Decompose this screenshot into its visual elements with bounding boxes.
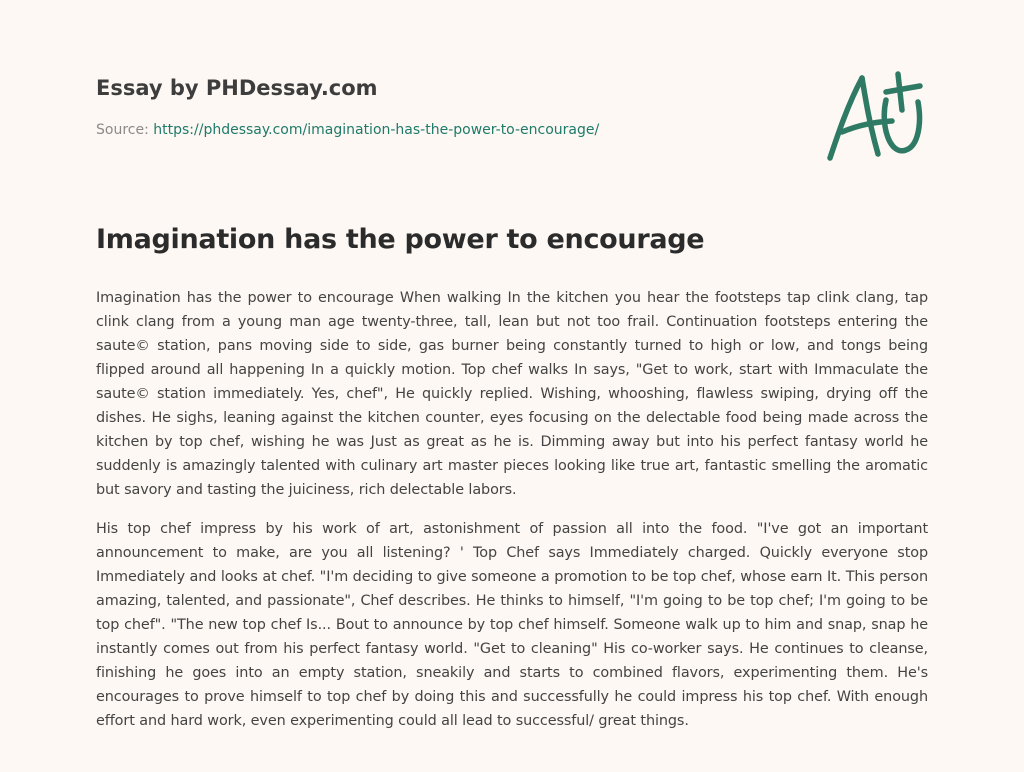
essay-title: Imagination has the power to encourage — [96, 224, 705, 255]
essay-paragraph: Imagination has the power to encourage When walking In the kitchen you hear the footsteps tap clink clang, tap clink clang from a young man age twenty-three, tall, lean but not too frail. Continuation footsteps entering the saute© station, pans moving side to side, gas burner being constantly turned to high or low, and tongs being flipped around all happening In a quickly motion. Top chef walks In says, "Get to work, start with Immaculate the saute© station immediately. Yes, chef", He quickly replied. Wishing, whooshing, flawless swiping, drying off the dishes. He sighs, leaning against the kitchen counter, eyes focusing on the delectable food being made across the kitchen by top chef, wishing he was Just as great as he is. Dimming away but into his perfect fantasy world he suddenly is amazingly talented with culinary art master pieces looking like true art, fantastic smelling the aromatic but savory and tasting the juiciness, rich delectable labors. — [96, 290, 928, 498]
source-label: Source: — [96, 122, 149, 138]
source-line — [96, 122, 796, 138]
essay-paragraph: His top chef impress by his work of art, astonishment of passion all into the food. "I've got an important announcement to make, are you all listening? ' Top Chef says Immediately charged. Quickly everyone stop Immediately and looks at chef. "I'm deciding to give someone a promotion to be top chef, whose earn It. This person amazing, talented, and passionate", Chef describes. He thinks to himself, "I'm going to be top chef; I'm going to be top chef". "The new top chef Is... Bout to announce by top chef himself. Someone walk up to him and snap, snap he instantly comes out from his perfect fantasy world. "Get to cleaning" His co-worker says. He continues to cleanse, finishing he goes into an empty station, sneakily and starts to combined flavors, experimenting them. He's encourages to prove himself to top chef by doing this and successfully he could impress his top chef. With enough effort and hard work, even experimenting could all lead to successful/ great things. — [96, 521, 928, 729]
header — [96, 76, 796, 138]
essay-body — [96, 286, 928, 748]
a-plus-grade-icon — [822, 66, 930, 166]
brand-title: Essay by PHDessay.com — [96, 76, 378, 100]
source-link[interactable]: https://phdessay.com/imagination-has-the-power-to-encourage/ — [153, 122, 600, 138]
